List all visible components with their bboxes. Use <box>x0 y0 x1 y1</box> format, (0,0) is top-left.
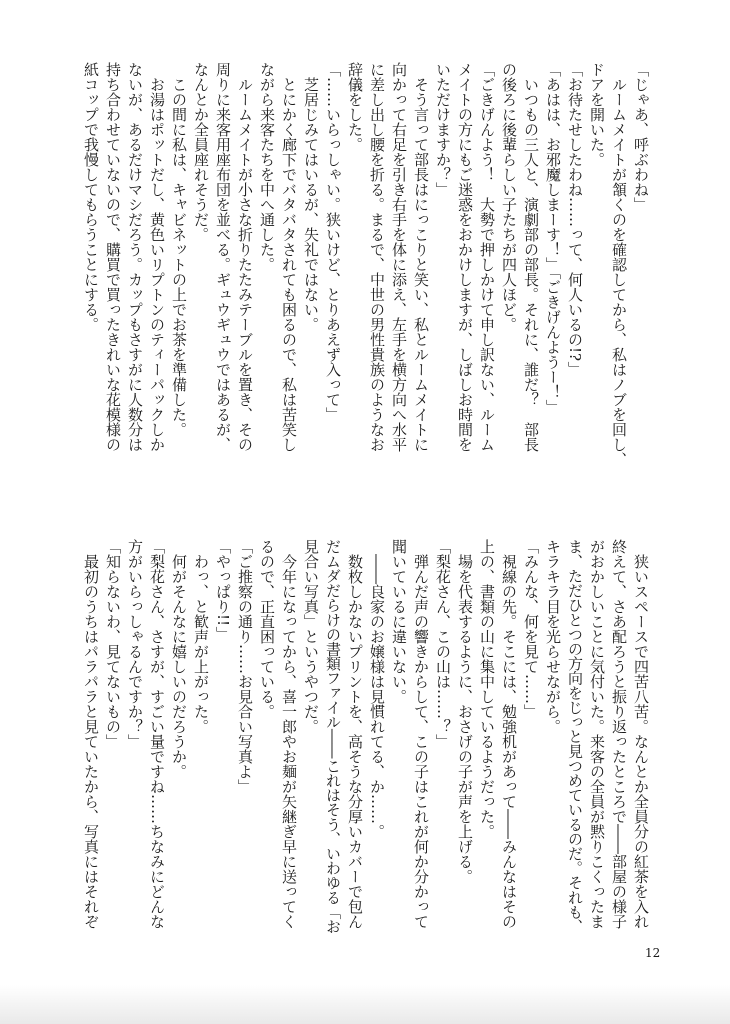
text-line: 芝居じみてはいるが、失礼ではない。 <box>302 62 320 332</box>
text-block-top <box>80 62 652 494</box>
text-line: の後ろに後輩らしい子たちが四人ほど。 <box>500 62 518 332</box>
text-line: ルームメイトが小さな折りたたみテーブルを置き、その <box>236 62 254 452</box>
text-line: 場を代表するように、おさげの子が声を上げる。 <box>456 539 474 884</box>
text-line: 「じゃあ、呼ぶわね」 <box>632 62 650 212</box>
text-line: 視線の先。そこには、勉強机があって――みんなはその <box>500 539 518 929</box>
text-line: るので、正直困っている。 <box>258 539 276 719</box>
text-line: 向かって右足を引き右手を体に添え、左手を横方向へ水平 <box>390 62 408 452</box>
text-line: わっ、と歓声が上がった。 <box>192 539 210 734</box>
text-line: 周りに来客用座布団を並べる。ギュウギュウではあるが、 <box>214 62 232 452</box>
text-line: 聞いているに違いない。 <box>390 539 408 704</box>
text-line: 「あはは、お邪魔しまーす！」「ごきげんようー！」 <box>544 62 562 415</box>
text-line: とにかく廊下でバタバタされても困るので、私は苦笑し <box>280 62 298 452</box>
text-line: ま、ただひとつの方向をじっと見つめているのだ。それも、 <box>566 539 584 934</box>
text-line: 上の、書類の山に集中しているようだった。 <box>478 539 496 839</box>
text-line: 「……いらっしゃい。狭いけど、とりあえず入って」 <box>324 62 342 422</box>
text-line: 何がそんなに嬉しいのだろうか。 <box>170 539 188 779</box>
text-line: 持ち合わせていないので、購買で買ったきれいな花模様の <box>104 62 122 452</box>
text-line: ドアを開いた。 <box>588 62 606 167</box>
text-line: 「ごきげんよう！ 大勢で押しかけて申し訳ない、ルーム <box>478 62 496 452</box>
text-line: メイトの方にもご迷惑をおかけしますが、しばしお時間を <box>456 62 474 452</box>
text-line: 「知らないわ、見てないもの」 <box>104 539 122 749</box>
text-line: お湯はポットだし、黄色いリプトンのティーパックしか <box>148 62 166 452</box>
page-bottom-shade <box>0 985 730 1024</box>
text-line: がおかしいことに気付いた。来客の全員が黙りこくったま <box>588 539 606 929</box>
text-line: だムダだらけの書類ファイル――これはそう、いわゆる「お <box>324 539 342 934</box>
text-line: いただけますか？」 <box>434 62 452 197</box>
text-line: なんとか全員座れそうだ。 <box>192 62 210 242</box>
page-number: 12 <box>645 946 661 960</box>
text-line: 見合い写真」というやつだ。 <box>302 539 320 734</box>
text-line: 「お待たせしたわね……って、何人いるの!?」 <box>566 62 584 377</box>
text-line: 終えて、さあ配ろうと振り返ったところで――部屋の様子 <box>610 539 628 929</box>
text-line: 弾んだ声の響きからして、この子はこれが何か分かって <box>412 539 430 929</box>
text-block-bottom <box>80 539 652 939</box>
text-line: そう言って部長はにっこりと笑い、私とルームメイトに <box>412 62 430 452</box>
text-line: 最初のうちはパラパラと見ていたから、写真にはそれぞ <box>82 539 100 929</box>
text-line: 「梨花さん、さすが、すごい量ですね……ちなみにどんな <box>148 539 166 929</box>
text-line: ないが、あるだけマシだろう。カップもさすがに人数分は <box>126 62 144 452</box>
text-line: 「ご推察の通り……お見合い写真よ」 <box>236 539 254 794</box>
text-line: に差し出し腰を折る。まるで、中世の男性貴族のようなお <box>368 62 386 452</box>
text-line: 「やっぱり!!」 <box>214 539 232 642</box>
text-line: ルームメイトが頷くのを確認してから、私はノブを回し、 <box>610 62 628 467</box>
text-line: 数枚しかないプリントを、高そうな分厚いカバーで包ん <box>346 539 364 929</box>
text-line: この間に私は、キャビネットの上でお茶を準備した。 <box>170 62 188 437</box>
text-line: いつもの三人と、演劇部の部長。それに、誰だ？ 部長 <box>522 62 540 452</box>
text-line: 辞儀をした。 <box>346 62 364 152</box>
text-line: 紙コップで我慢してもらうことにする。 <box>82 62 100 332</box>
text-line: キラキラ目を光らせながら。 <box>544 539 562 734</box>
text-line: 今年になってから、喜一郎やお麺が矢継ぎ早に送ってく <box>280 539 298 929</box>
text-line: 「梨花さん、この山は……？」 <box>434 539 452 749</box>
text-line: ――良家のお嬢様は見慣れてる、か……。 <box>368 539 386 839</box>
text-line: 方がいらっしゃるんですか？」 <box>126 539 144 749</box>
text-line: ながら来客たちを中へ通した。 <box>258 62 276 272</box>
text-line: 「みんな、何を見て……」 <box>522 539 540 719</box>
text-line: 狭いスペースで四苦八苦。なんとか全員分の紅茶を入れ <box>632 539 650 929</box>
